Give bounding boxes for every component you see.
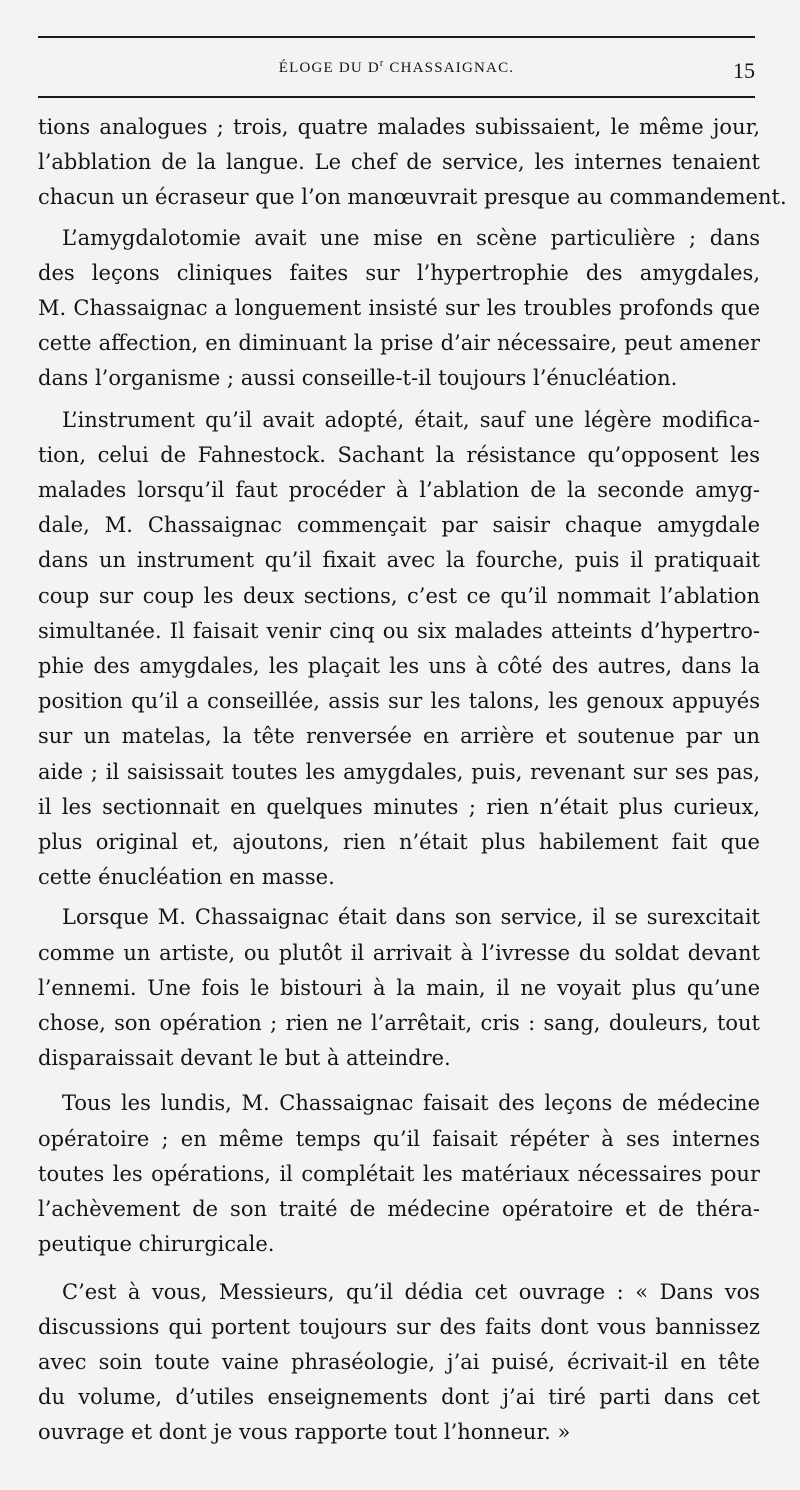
text-line: avec soin toute vaine phraséologie, j’ai puisé, écrivait-il en tête bbox=[38, 1349, 760, 1374]
text-line: sur un matelas, la tête renversée en arrière et soutenue par un bbox=[38, 724, 760, 749]
text-line: dans l’organisme ; aussi conseille-t-il toujours l’énucléation. bbox=[38, 366, 678, 391]
text-line: tion, celui de Fahnestock. Sachant la résistance qu’opposent les bbox=[38, 442, 760, 467]
text-line: opératoire ; en même temps qu’il faisait répéter à ses internes bbox=[38, 1126, 760, 1151]
text-line: C’est à vous, Messieurs, qu’il dédia cet ouvrage : « Dans vos bbox=[62, 1279, 760, 1304]
text-line: L’amygdalotomie avait une mise en scène particulière ; dans bbox=[62, 225, 760, 250]
text-line: disparaissait devant le but à atteindre. bbox=[38, 1046, 451, 1071]
text-line: chacun un écraseur que l’on manœuvrait presque au commandement. bbox=[38, 185, 787, 210]
body-text bbox=[38, 110, 787, 1451]
text-line: Lorsque M. Chassaignac était dans son service, il se surexcitait bbox=[62, 905, 760, 930]
text-line: l’achèvement de son traité de médecine opératoire et de théra- bbox=[38, 1197, 760, 1222]
text-line: coup sur coup les deux sections, c’est ce qu’il nommait l’ablation bbox=[38, 583, 760, 608]
text-line: position qu’il a conseillée, assis sur les talons, les genoux appuyés bbox=[38, 689, 760, 714]
text-line: phie des amygdales, les plaçait les uns à côté des autres, dans la bbox=[38, 654, 760, 679]
running-title-name: CHASSAIGNAC. bbox=[384, 60, 515, 76]
paragraph bbox=[38, 221, 760, 397]
paragraph bbox=[38, 110, 787, 216]
text-line: du volume, d’utiles enseignements dont j’ai tiré parti dans cet bbox=[38, 1385, 760, 1410]
text-line: discussions qui portent toujours sur des faits dont vous bannissez bbox=[38, 1314, 760, 1339]
running-title bbox=[38, 60, 755, 77]
text-line: malades lorsqu’il faut procéder à l’ablation de la seconde amyg- bbox=[38, 478, 760, 503]
text-line: chose, son opération ; rien ne l’arrêtait, cris : sang, douleurs, tout bbox=[38, 1011, 760, 1036]
paragraph bbox=[38, 1086, 760, 1262]
running-title-superscript: r bbox=[379, 58, 385, 69]
text-line: dale, M. Chassaignac commençait par saisir chaque amygdale bbox=[38, 513, 760, 538]
running-header bbox=[38, 52, 755, 86]
text-line: comme un artiste, ou plutôt il arrivait à l’ivresse du soldat devant bbox=[38, 940, 760, 965]
text-line: Tous les lundis, M. Chassaignac faisait des leçons de médecine bbox=[62, 1091, 760, 1116]
text-line: l’ennemi. Une fois le bistouri à la main, il ne voyait plus qu’une bbox=[38, 975, 760, 1000]
text-line: dans un instrument qu’il fixait avec la fourche, puis il pratiquait bbox=[38, 548, 760, 573]
page-number: 15 bbox=[733, 58, 755, 83]
text-line: des leçons cliniques faites sur l’hypertrophie des amygdales, bbox=[38, 260, 760, 285]
text-line: simultanée. Il faisait venir cinq ou six malades atteints d’hypertro- bbox=[38, 618, 760, 643]
text-line: M. Chassaignac a longuement insisté sur les troubles profonds que bbox=[38, 296, 760, 321]
text-line: toutes les opérations, il complétait les matériaux nécessaires pour bbox=[38, 1161, 760, 1186]
text-line: cette énucléation en masse. bbox=[38, 865, 335, 890]
running-title-main: ÉLOGE DU D bbox=[278, 60, 380, 76]
text-line: L’instrument qu’il avait adopté, était, sauf une légère modifica- bbox=[62, 407, 760, 432]
text-line: tions analogues ; trois, quatre malades subissaient, le même jour, bbox=[38, 115, 760, 139]
text-line: peutique chirurgicale. bbox=[38, 1232, 275, 1257]
text-line: ouvrage et dont je vous rapporte tout l’honneur. » bbox=[38, 1420, 571, 1445]
paragraph bbox=[38, 900, 760, 1076]
text-line: il les sectionnait en quelques minutes ; rien n’était plus curieux, bbox=[38, 794, 760, 819]
text-line: aide ; il saisissait toutes les amygdales, puis, revenant sur ses pas, bbox=[38, 759, 760, 784]
paragraph bbox=[38, 403, 760, 896]
header-bottom-rule bbox=[38, 96, 755, 98]
header-top-rule bbox=[38, 36, 755, 38]
text-line: l’abblation de la langue. Le chef de service, les internes tenaient bbox=[38, 150, 760, 175]
paragraph bbox=[38, 1275, 760, 1451]
text-line: cette affection, en diminuant la prise d’air nécessaire, peut amener bbox=[38, 331, 760, 356]
text-line: plus original et, ajoutons, rien n’était plus habilement fait que bbox=[38, 830, 760, 855]
